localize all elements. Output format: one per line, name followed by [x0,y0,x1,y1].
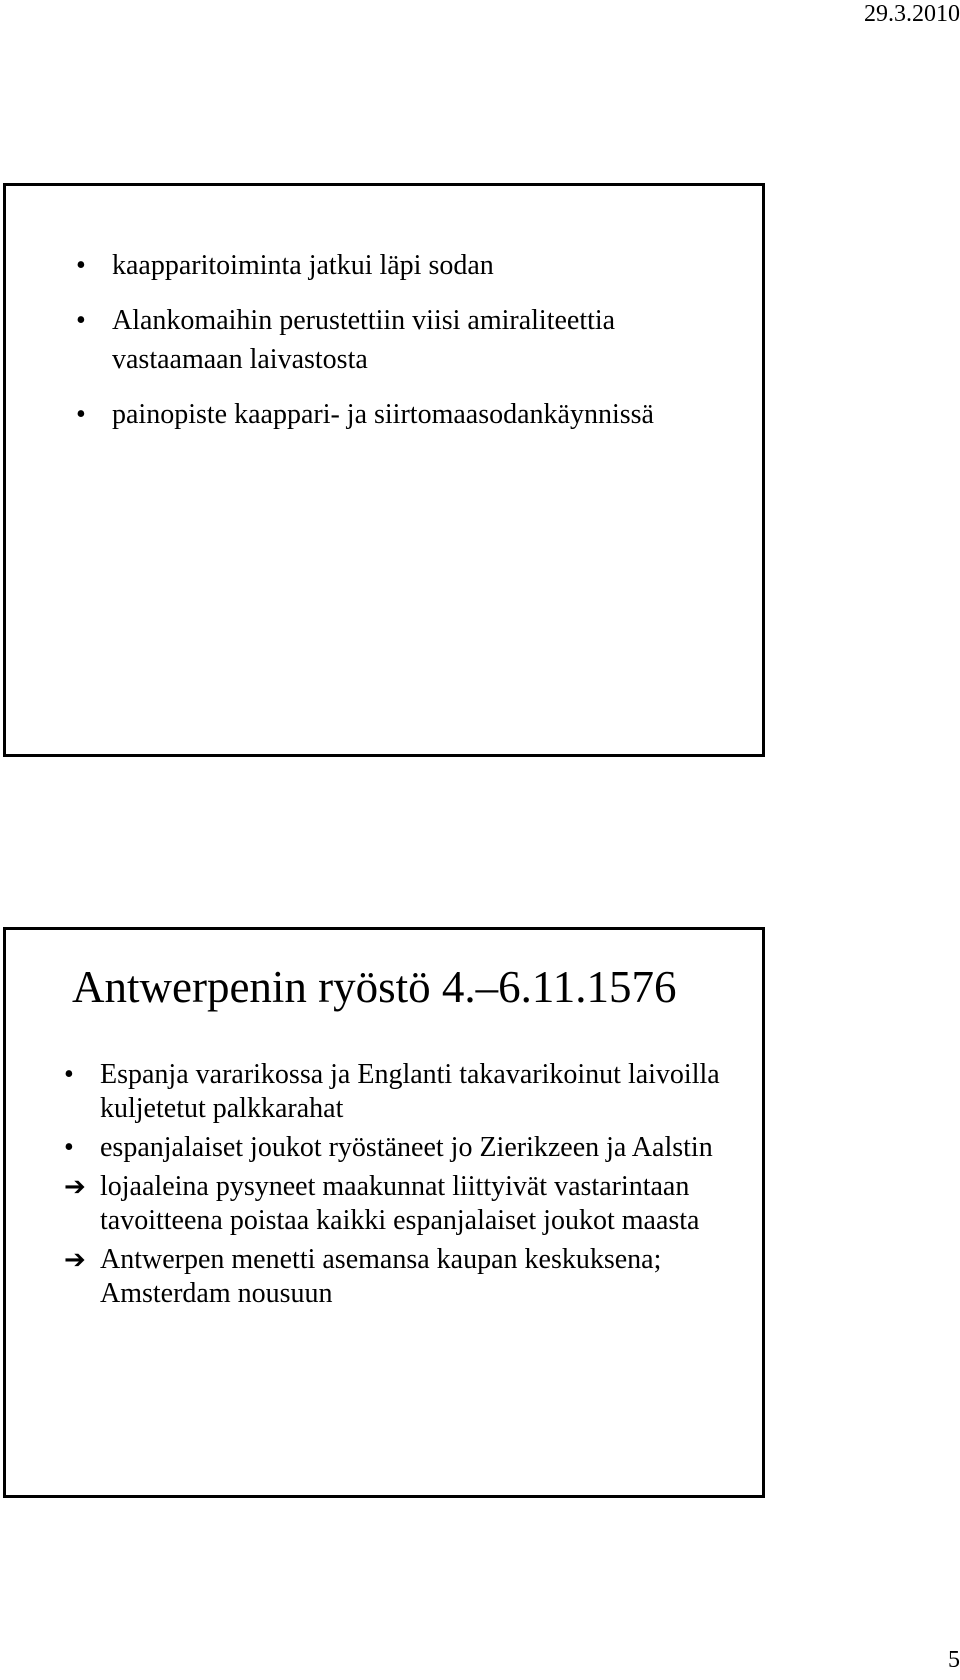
bullet-icon: • [76,250,86,281]
arrow-list-item [64,1170,754,1238]
list-item [64,1058,754,1126]
bullet-icon: • [76,305,86,336]
bullet-text: espanjalaiset joukot ryöstäneet jo Zierikzeen ja Aalstin [100,1132,713,1163]
header-date: 29.3.2010 [864,1,960,27]
bullet-icon: • [64,1059,74,1090]
list-item [76,301,746,379]
bullet-text: kaapparitoiminta jatkui läpi sodan [112,250,494,281]
list-item [76,395,746,434]
bullet-icon: • [64,1132,74,1163]
bullet-text: painopiste kaappari- ja siirtomaasodankäynnissä [112,399,654,430]
bullet-text: Espanja vararikossa ja Englanti takavarikoinut laivoilla kuljetetut palkkarahat [100,1059,720,1124]
arrow-list-item [64,1243,754,1311]
slide-2-bullet-list [64,1058,754,1316]
arrow-item-text: lojaaleina pysyneet maakunnat liittyivät vastarintaan tavoitteena poistaa kaikki espanjalaiset joukot maasta [100,1171,700,1236]
slide-1-bullet-list [76,246,746,450]
bullet-icon: • [76,399,86,430]
arrow-item-text: Antwerpen menetti asemansa kaupan keskuksena; Amsterdam nousuun [100,1244,662,1309]
slide-1 [3,183,765,757]
arrow-right-icon: ➔ [64,1245,86,1275]
slide-title: Antwerpenin ryöstö 4.–6.11.1576 [72,962,677,1012]
page-number: 5 [948,1647,960,1673]
arrow-right-icon: ➔ [64,1172,86,1202]
list-item [64,1131,754,1165]
list-item [76,246,746,285]
bullet-text: Alankomaihin perustettiin viisi amiraliteettia vastaamaan laivastosta [112,305,616,375]
slide-2 [3,927,765,1498]
